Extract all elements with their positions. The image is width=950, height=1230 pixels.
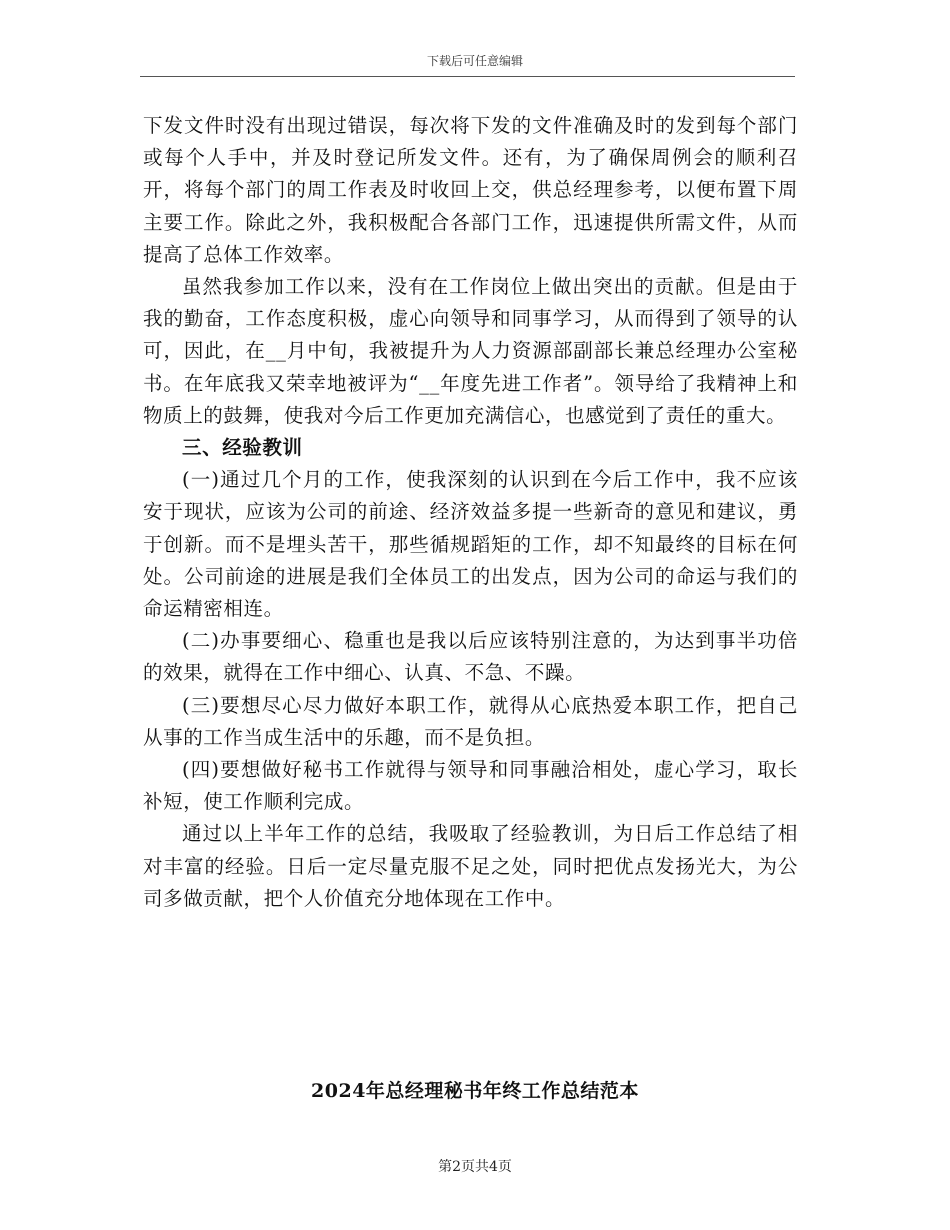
- paragraph-conclusion: 通过以上半年工作的总结，我吸取了经验教训，为日后工作总结了相对丰富的经验。日后一定尽量克服不足之处，同时把优点发扬光大，为公司多做贡献，把个人价值充分地体现在工作中。: [143, 822, 798, 910]
- paragraph-contribution: 虽然我参加工作以来，没有在工作岗位上做出突出的贡献。但是由于我的勤奋，工作态度积极，虚心向领导和同事学习，从而得到了领导的认可，因此，在__月中旬，我被提升为人力资源部副部长兼总经理办公室秘书。在年底我又荣幸地被评为“__年度先进工作者”。领导给了我精神上和物质上的鼓舞，使我对今后工作更加充满信心，也感觉到了责任的重大。: [143, 275, 798, 427]
- header-divider: [140, 76, 795, 77]
- paragraph-lesson-3: (三)要想尽心尽力做好本职工作，就得从心底热爱本职工作，把自己从事的工作当成生活中的乐趣，而不是负担。: [143, 693, 798, 749]
- paragraph-lesson-1: (一)通过几个月的工作，使我深刻的认识到在今后工作中，我不应该安于现状，应该为公司的前途、经济效益多提一些新奇的意见和建议，勇于创新。而不是埋头苦干，那些循规蹈矩的工作，却不知最终的目标在何处。公司前途的进展是我们全体员工的出发点，因为公司的命运与我们的命运精密相连。: [143, 468, 798, 621]
- page-header: 下载后可任意编辑: [426, 54, 523, 68]
- document-body: [143, 110, 798, 915]
- paragraph-continued: 下发文件时没有出现过错误，每次将下发的文件准确及时的发到每个部门或每个人手中，并及时登记所发文件。还有，为了确保周例会的顺利召开，将每个部门的周工作表及时收回上交，供总经理参考，以便布置下周主要工作。除此之外，我积极配合各部门工作，迅速提供所需文件，从而提高了总体工作效率。: [143, 114, 798, 266]
- page-footer: 第2页共4页: [438, 1159, 512, 1175]
- document-title: 2024年总经理秘书年终工作总结范本: [311, 1080, 639, 1102]
- section-heading-lessons: 三、经验教训: [182, 436, 303, 460]
- paragraph-lesson-2: (二)办事要细心、稳重也是我以后应该特别注意的，为达到事半功倍的效果，就得在工作中细心、认真、不急、不躁。: [143, 629, 798, 685]
- paragraph-lesson-4: (四)要想做好秘书工作就得与领导和同事融洽相处，虚心学习，取长补短，使工作顺利完成。: [143, 758, 798, 814]
